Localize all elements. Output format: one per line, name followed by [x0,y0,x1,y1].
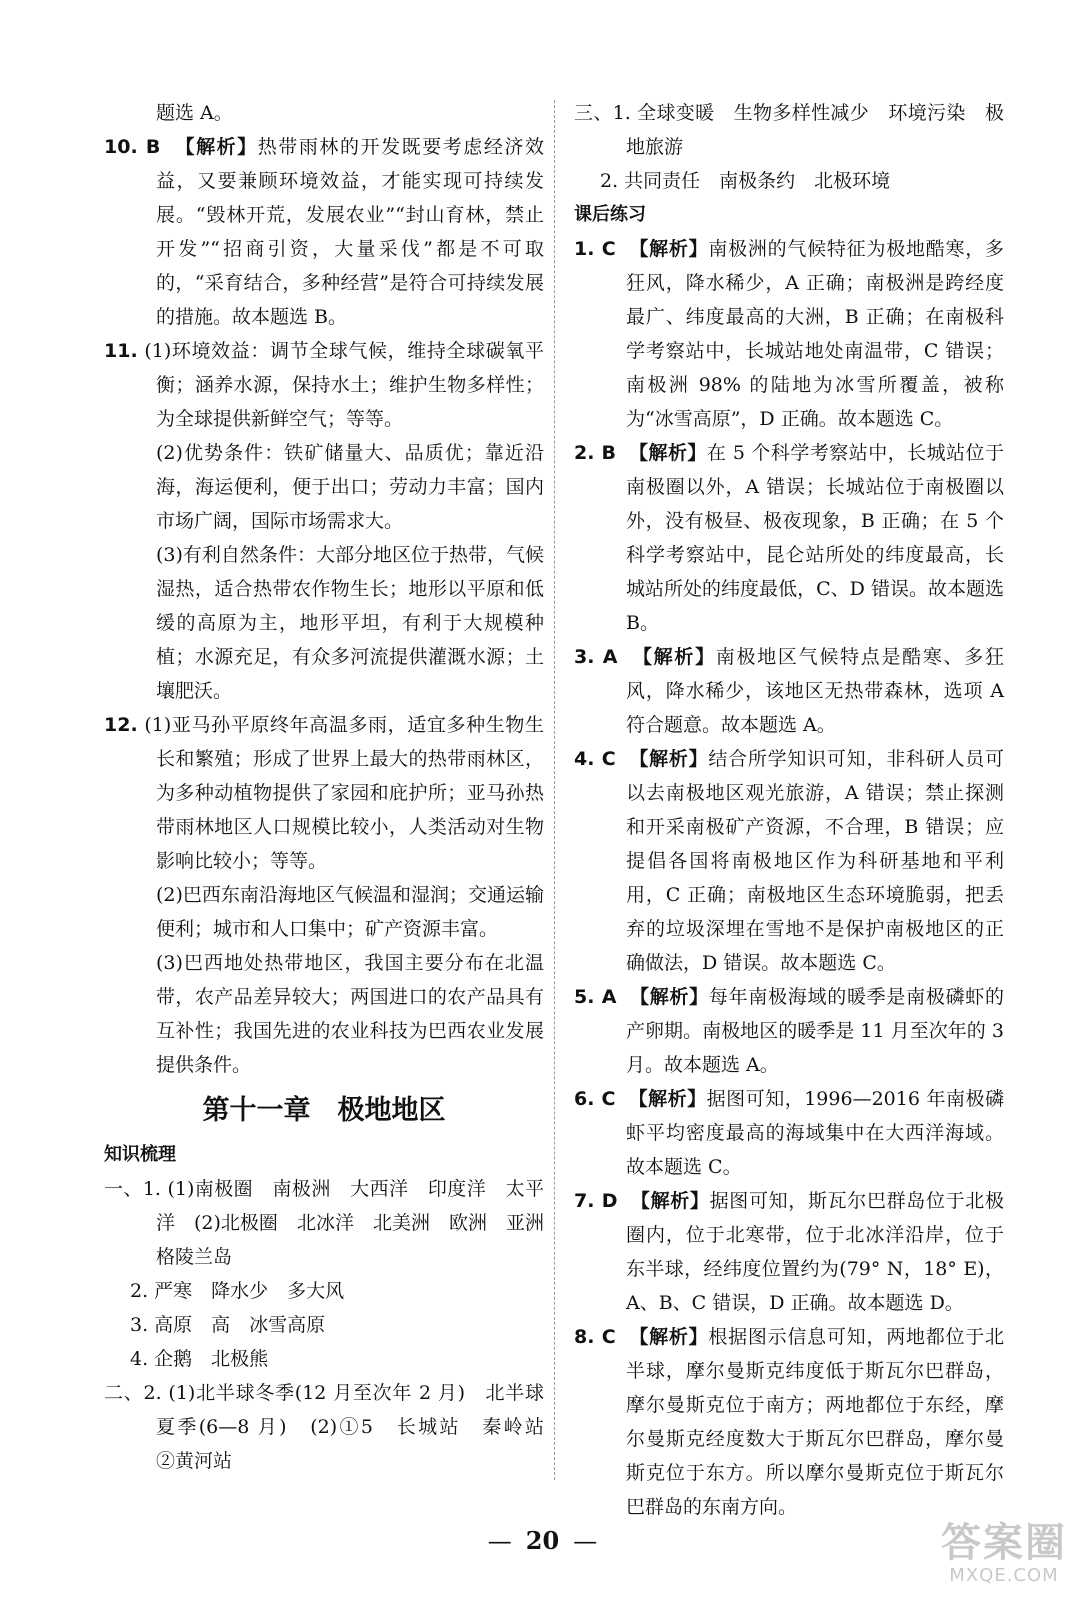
answer-text: 根据图示信息可知，两地都位于北半球，摩尔曼斯克纬度低于斯瓦尔巴群岛，摩尔曼斯克位于南方；两地都位于东经，摩尔曼斯克经度数大于斯瓦尔巴群岛，摩尔曼斯克位于东方。所以摩尔曼斯克位于斯瓦尔巴群岛的东南方向。 [626,1326,1004,1518]
knowledge-section-label: 知识梳理 [104,1144,176,1165]
analysis-tag: 【解析】 [629,1326,709,1348]
answer-number: 2. B [574,442,616,464]
answer-11-part-3: (3)有利自然条件：大部分地区位于热带，气候湿热，适合热带农作物生长；地形以平原和低缓的高原为主，地形平坦，有利于大规模种植；水源充足，有众多河流提供灌溉水源；土壤肥沃。 [156,544,544,702]
knowledge-1-line-1: 一、1. (1)南极圈 南极洲 大西洋 印度洋 太平洋 (2)北极圈 北冰洋 北美洲 欧洲 亚洲 格陵兰岛 [104,1178,564,1268]
dash-right: — [573,1527,598,1555]
knowledge-2: 二、2. (1)北半球冬季(12 月至次年 2 月) 北半球夏季(6—8 月) (2)①5 长城站 秦岭站 ②黄河站 [104,1382,564,1472]
answer-10 [104,130,544,334]
answer-12-part-2: (2)巴西东南沿海地区气候温和湿润；交通运输便利；城市和人口集中；矿产资源丰富。 [156,884,544,940]
watermark-site: MXQE.COM [949,1565,1059,1586]
right-column [574,96,1004,1524]
practice-section-label: 课后练习 [574,204,646,225]
analysis-tag: 【解析】 [629,748,709,770]
answer-text: 据图可知，斯瓦尔巴群岛位于北极圈内，位于北寒带，位于北冰洋沿岸，位于东半球，经纬度位置约为(79° N，18° E)，A、B、C 错误，D 正确。故本题选 D。 [626,1190,1004,1314]
page-number-value: 20 [525,1526,560,1555]
answer-text: 在 5 个科学考察站中，长城站位于南极圈以外，A 错误；长城站位于南极圈以外，没有极昼、极夜现象，B 正确；在 5 个科学考察站中，昆仑站所处的纬度最高，长城站所处的纬度最低，C、D 错误。故本题选 B。 [626,442,1004,634]
practice-answer [574,1082,1004,1184]
practice-answer [574,980,1004,1082]
knowledge-3-line-2: 2. 共同责任 南极条约 北极环境 [600,170,891,192]
chapter-title: 第十一章 极地地区 [202,1095,446,1126]
answer-text: (1)环境效益：调节全球气候，维持全球碳氧平衡；涵养水源，保持水土；维护生物多样性；为全球提供新鲜空气；等等。 [144,340,544,430]
answer-number: 11. [104,340,138,362]
analysis-tag: 【解析】 [632,646,716,668]
answer-text: 南极洲的气候特征为极地酷寒，多狂风，降水稀少，A 正确；南极洲是跨经度最广、纬度最高的大洲，B 正确；在南极科学考察站中，长城站地处南温带，C 错误；南极洲 98% 的陆地为冰雪所覆盖，被称为“冰雪高原”，D 正确。故本题选 C。 [626,238,1004,430]
knowledge-3-line-1: 三、1. 全球变暖 生物多样性减少 环境污染 极地旅游 [574,102,1004,158]
answer-text: 每年南极海域的暖季是南极磷虾的产卵期。南极地区的暖季是 11 月至次年的 3 月。故本题选 A。 [626,986,1004,1076]
answer-11-part-2: (2)优势条件：铁矿储量大、品质优；靠近沿海，海运便利，便于出口；劳动力丰富；国内市场广阔，国际市场需求大。 [156,442,544,532]
answer-number: 12. [104,714,138,736]
answer-number: 10. B [104,136,161,158]
continuation-text: 题选 A。 [156,102,233,124]
answer-number: 3. A [574,646,618,668]
practice-answer [574,1320,1004,1524]
answer-number: 1. C [574,238,616,260]
analysis-tag: 【解析】 [175,136,258,158]
knowledge-1-line-2: 2. 严寒 降水少 多大风 [130,1280,345,1302]
answer-text: 南极地区气候特点是酷寒、多狂风，降水稀少，该地区无热带森林，选项 A 符合题意。故本题选 A。 [626,646,1004,736]
answer-number: 6. C [574,1088,616,1110]
answer-number: 7. D [574,1190,618,1212]
answer-text: (1)亚马孙平原终年高温多雨，适宜多种生物生长和繁殖；形成了世界上最大的热带雨林区，为多种动植物提供了家园和庇护所；亚马孙热带雨林地区人口规模比较小，人类活动对生物影响比较小；等等。 [144,714,544,872]
answer-number: 4. C [574,748,616,770]
analysis-tag: 【解析】 [628,1088,707,1110]
analysis-tag: 【解析】 [629,238,709,260]
practice-answer [574,1184,1004,1320]
practice-answer [574,640,1004,742]
page-number [0,1526,1085,1555]
practice-answer [574,436,1004,640]
watermark-logo: 答案圈 [941,1520,1067,1566]
practice-answer [574,232,1004,436]
analysis-tag: 【解析】 [629,442,707,464]
answer-12-part-1 [104,708,544,878]
answer-text: 热带雨林的开发既要考虑经济效益，又要兼顾环境效益，才能实现可持续发展。“毁林开荒，发展农业”“封山育林，禁止开发”“招商引资，大量采伐”都是不可取的，“采育结合，多种经营”是符合可持续发展的措施。故本题选 B。 [156,136,544,328]
analysis-tag: 【解析】 [630,1190,710,1212]
answer-number: 5. A [574,986,617,1008]
answer-12-part-3: (3)巴西地处热带地区，我国主要分布在北温带，农产品差异较大；两国进口的农产品具有互补性；我国先进的农业科技为巴西农业发展提供条件。 [156,952,544,1076]
analysis-tag: 【解析】 [630,986,709,1008]
answer-11-part-1 [104,334,544,436]
answer-number: 8. C [574,1326,616,1348]
knowledge-1-line-3: 3. 高原 高 冰雪高原 [130,1314,326,1336]
answer-text: 据图可知，1996—2016 年南极磷虾平均密度最高的海域集中在大西洋海域。故本题选 C。 [626,1088,1004,1178]
knowledge-1-line-4: 4. 企鹅 北极熊 [130,1348,269,1370]
answer-text: 结合所学知识可知，非科研人员可以去南极地区观光旅游，A 错误；禁止探测和开采南极矿产资源，不合理，B 错误；应提倡各国将南极地区作为科研基地和平利用，C 正确；南极地区生态环境脆弱，把丢弃的垃圾深埋在雪地不是保护南极地区的正确做法，D 错误。故本题选 C。 [626,748,1004,974]
column-divider [554,100,555,1480]
left-column [104,96,564,1478]
practice-answer [574,742,1004,980]
watermark [941,1521,1067,1586]
dash-left: — [487,1527,512,1555]
